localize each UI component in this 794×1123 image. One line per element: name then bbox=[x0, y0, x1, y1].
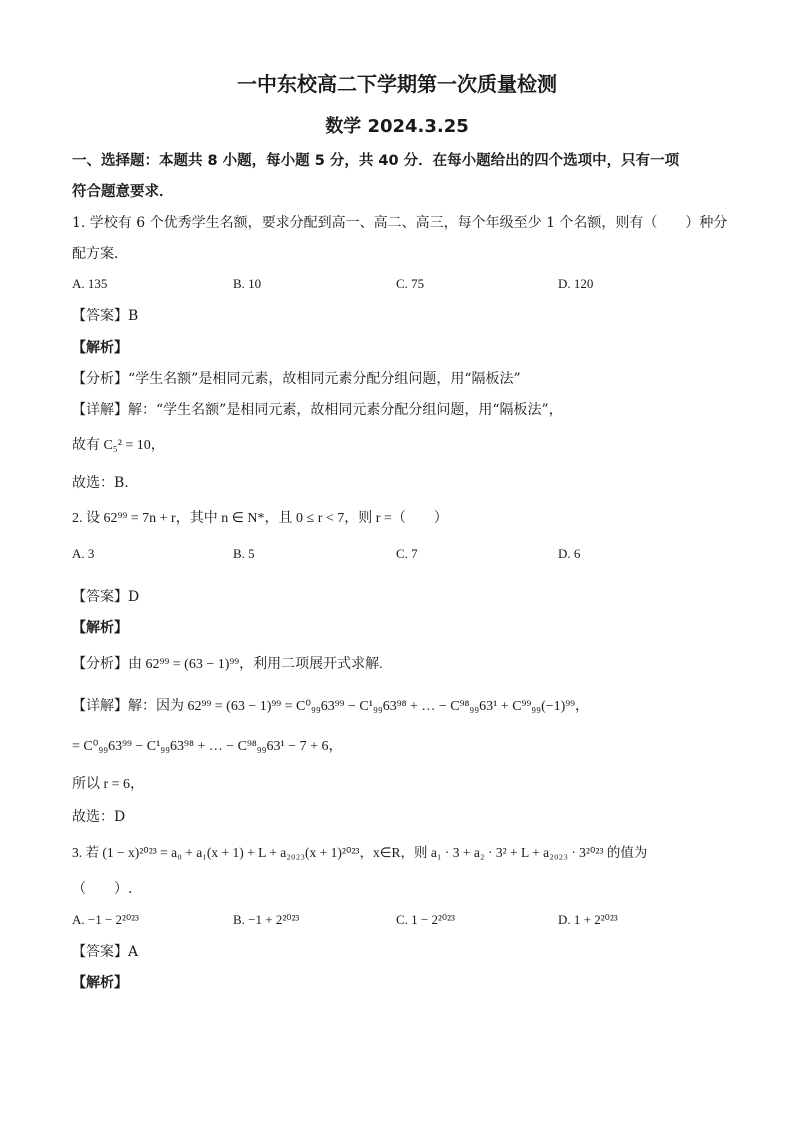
q2-choose: 故选：D bbox=[72, 809, 126, 825]
q1-option-a: A. 135 bbox=[72, 276, 108, 291]
q3-option-d: D. 1 + 2²⁰²³ bbox=[558, 912, 618, 927]
q2-stem: 2. 设 62⁹⁹ = 7n + r，其中 n ∈ N*，且 0 ≤ r < 7，则 r =（ ） bbox=[72, 511, 448, 526]
q2-option-c: C. 7 bbox=[396, 546, 418, 561]
page-title: 一中东校高二下学期第一次质量检测 bbox=[237, 72, 557, 96]
q2-option-a: A. 3 bbox=[72, 546, 95, 561]
q2-step: = C⁰₉₉63⁹⁹ − C¹₉₉63⁹⁸ + … − C⁹⁸₉₉63¹ − 7 + 6， bbox=[72, 739, 343, 754]
q3-stem: 3. 若 (1 − x)²⁰²³ = a₀ + a₁(x + 1) + L + a₂₀₂₃(x + 1)²⁰²³，x∈R，则 a₁ · 3 + a₂ · 3² + L + a₂₀₂₃ · 3²⁰²³ 的值为 bbox=[72, 845, 648, 860]
q1-step: 故有 C₅² = 10， bbox=[72, 438, 165, 453]
q2-option-d: D. 6 bbox=[558, 546, 581, 561]
q3-option-c: C. 1 − 2²⁰²³ bbox=[396, 912, 455, 927]
q3-stem-cont: （ ）. bbox=[72, 881, 133, 897]
q1-choose: 故选：B. bbox=[72, 475, 129, 491]
q1-xiangjie: 【详解】解：“学生名额”是相同元素，故相同元素分配分组问题，用“隔板法”， bbox=[72, 402, 563, 418]
q3-option-a: A. −1 − 2²⁰²³ bbox=[72, 912, 139, 927]
subject-date: 数学 2024.3.25 bbox=[325, 116, 469, 137]
q2-xiangjie: 【详解】解：因为 62⁹⁹ = (63 − 1)⁹⁹ = C⁰₉₉63⁹⁹ − C¹₉₉63⁹⁸ + … − C⁹⁸₉₉63¹ + C⁹⁹₉₉(−1)⁹⁹， bbox=[72, 699, 590, 714]
q2-analysis-tag: 【解析】 bbox=[72, 620, 128, 636]
q2-option-b: B. 5 bbox=[233, 546, 255, 561]
q1-analysis-tag: 【解析】 bbox=[72, 340, 128, 356]
q2-fenxi: 【分析】由 62⁹⁹ = (63 − 1)⁹⁹，利用二项展开式求解. bbox=[72, 657, 383, 672]
q1-stem: 1. 学校有 6 个优秀学生名额，要求分配到高一、高二、高三，每个年级至少 1 个名额，则有（ ）种分 bbox=[72, 215, 728, 231]
q2-result: 所以 r = 6， bbox=[72, 777, 145, 792]
section-heading-cont: 符合题意要求． bbox=[72, 184, 174, 200]
section-heading: 一、选择题：本题共 8 小题，每小题 5 分，共 40 分．在每小题给出的四个选项中，只有一项 bbox=[72, 153, 680, 169]
q3-option-b: B. −1 + 2²⁰²³ bbox=[233, 912, 300, 927]
q3-analysis-tag: 【解析】 bbox=[72, 975, 128, 991]
q1-option-d: D. 120 bbox=[558, 276, 594, 291]
q1-fenxi: 【分析】“学生名额”是相同元素，故相同元素分配分组问题，用“隔板法” bbox=[72, 371, 521, 387]
q1-option-c: C. 75 bbox=[396, 276, 425, 291]
q1-option-b: B. 10 bbox=[233, 276, 262, 291]
q1-answer: 【答案】B bbox=[72, 308, 139, 324]
q2-answer: 【答案】D bbox=[72, 589, 140, 605]
q3-answer: 【答案】A bbox=[72, 944, 139, 960]
q1-stem-cont: 配方案． bbox=[72, 246, 128, 262]
